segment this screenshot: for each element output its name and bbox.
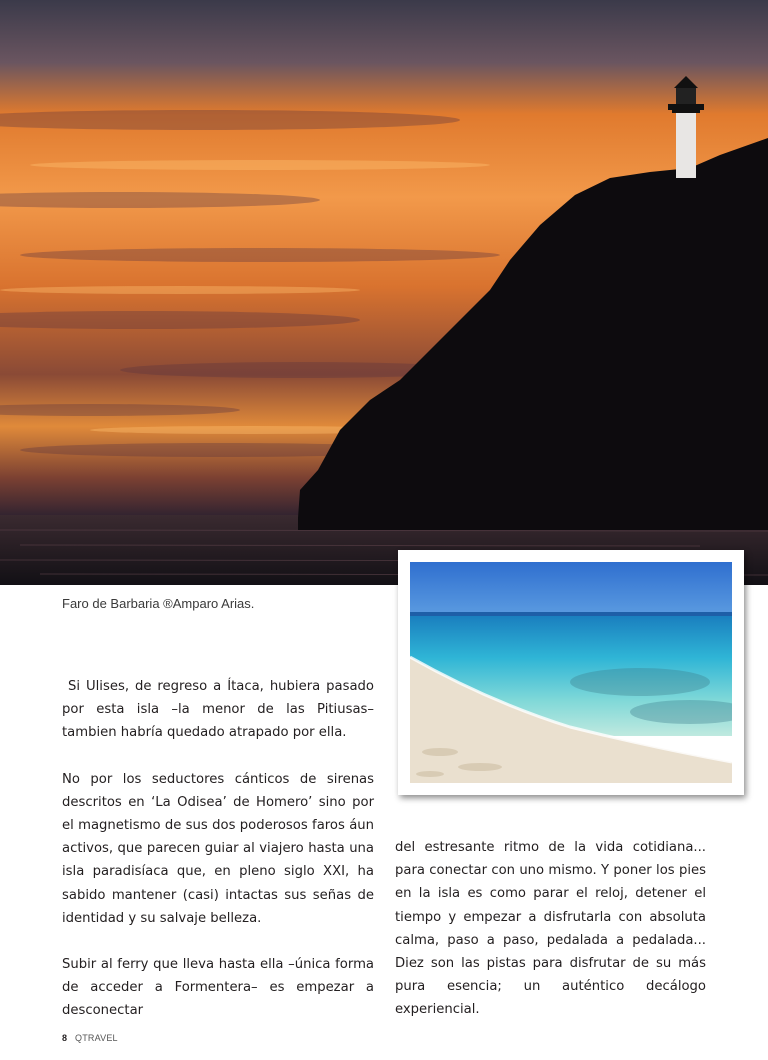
inset-photo-frame bbox=[398, 550, 744, 795]
article-paragraph: No por los seductores cánticos de sirenas descritos en ‘La Odisea’ de Homero’ sino por el magnetismo de sus dos poderosos faros áun activos, que parecen guiar al viajero hasta una isla paradisíaca que, en pleno siglo XXI, ha sabido mantener (casi) intactas sus señas de identidad y su salvaje belleza. bbox=[62, 771, 374, 926]
page-footer bbox=[62, 1033, 118, 1043]
article-column-left bbox=[62, 675, 374, 1023]
article-paragraph: Si Ulises, de regreso a Ítaca, hubiera pasado por esta isla –la menor de las Pitiusas– tambien habría quedado atrapado por ella. bbox=[62, 679, 374, 741]
photo-caption: Faro de Barbaria ®Amparo Arias. bbox=[62, 596, 255, 611]
page-number: 8 bbox=[62, 1033, 68, 1043]
article-paragraph: Subir al ferry que lleva hasta ella –única forma de acceder a Formentera– es empezar a desconectar bbox=[62, 957, 374, 1019]
article-paragraph-continued: del estresante ritmo de la vida cotidiana... para conectar con uno mismo. Y poner los pies en la isla es como parar el reloj, detener el tiempo y empezar a disfrutarla con absoluta calma, paso a paso, pedalada a pedalada... Diez son las pistas para disfrutar de su más pura esencia; un auténtico decálogo experiencial. bbox=[395, 840, 706, 1018]
beach-image bbox=[410, 562, 732, 783]
article-column-right bbox=[395, 836, 706, 1022]
magazine-name: QTRAVEL bbox=[75, 1033, 118, 1043]
